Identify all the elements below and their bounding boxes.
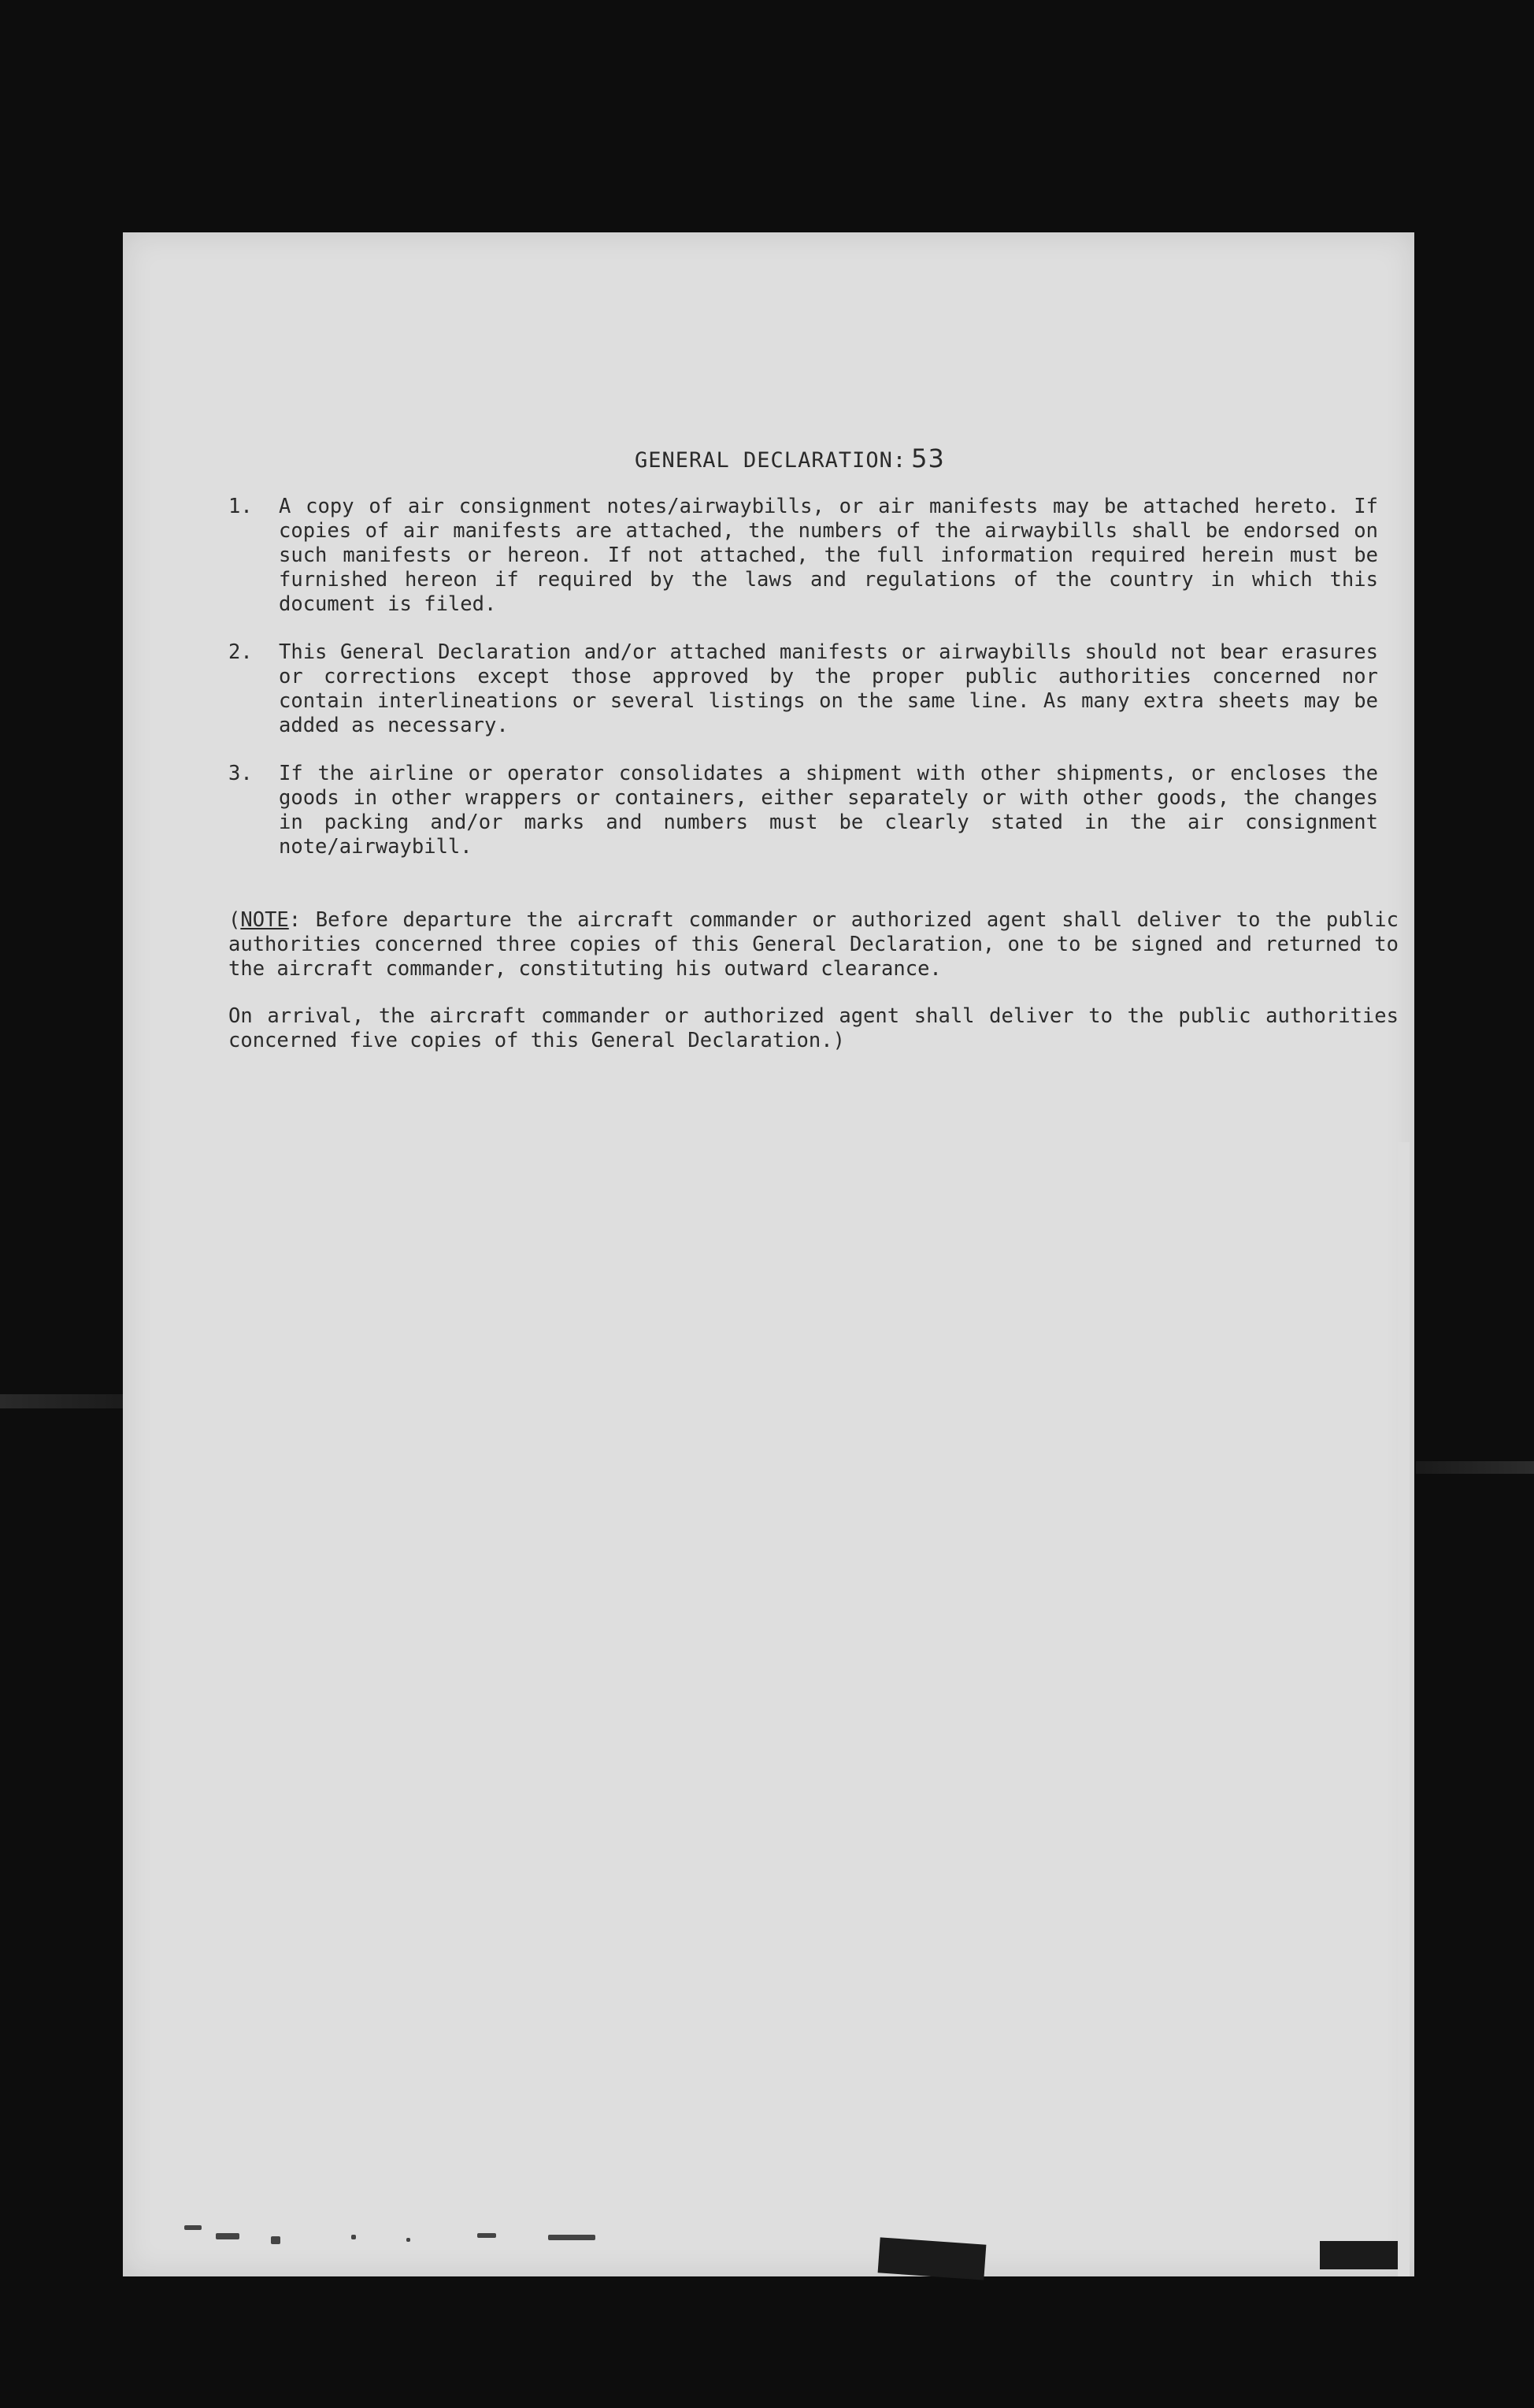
item-number: 2. <box>228 640 253 664</box>
note-arrival-text: On arrival, the aircraft commander or authorized agent shall deliver to the public authorities concerned five copies of this General Declaration.) <box>228 1004 1399 1052</box>
item-number: 3. <box>228 762 253 785</box>
scan-mark <box>477 2233 496 2238</box>
instruction-item-2 <box>228 640 1378 738</box>
tape-fragment <box>878 2237 987 2280</box>
item-text: This General Declaration and/or attached manifests or airwaybills should not bear erasures or corrections except those approved by the proper public authorities concerned nor contain interlineations or several listings on the same line. As many extra sheets may be added as necessary. <box>279 640 1378 737</box>
scan-mark <box>351 2235 356 2239</box>
item-text: A copy of air consignment notes/airwaybills, or air manifests may be attached hereto. If copies of air manifests are attached, the numbers of the airwaybills shall be endorsed on such manifests or hereon. If not attached, the full information required herein must be furnished hereon if required by the laws and regulations of the country in which this document is filed. <box>279 495 1378 616</box>
scan-edge-left <box>0 1394 134 1408</box>
document-title <box>635 443 945 473</box>
note-arrival <box>228 1004 1399 1053</box>
note-departure <box>228 908 1399 981</box>
item-text: If the airline or operator consolidates a shipment with other shipments, or encloses the goods in other wrappers or containers, either separately or with other goods, the changes in packing and/or marks and numbers must be clearly stated in the air consignment note/airwaybill. <box>279 762 1378 859</box>
scan-mark <box>548 2235 595 2240</box>
scan-mark <box>406 2238 410 2242</box>
item-number: 1. <box>228 495 253 518</box>
instruction-item-3 <box>228 762 1378 859</box>
scan-mark <box>216 2233 239 2239</box>
document-page <box>123 232 1414 2276</box>
paper-edge <box>1398 1142 1410 2276</box>
form-number: 53 <box>911 443 945 473</box>
note-label: NOTE <box>240 908 289 932</box>
document-heading: GENERAL DECLARATION: <box>635 448 907 473</box>
tape-fragment <box>1320 2241 1399 2269</box>
scan-edge-right <box>1416 1461 1534 1474</box>
note-open-paren: ( <box>228 908 241 932</box>
scan-mark <box>184 2225 202 2230</box>
scan-mark <box>271 2236 280 2244</box>
note-departure-text: : Before departure the aircraft commander or authorized agent shall deliver to the public authorities concerned three copies of this General Declaration, one to be signed and returned to the aircraft commander, constituting his outward clearance. <box>228 908 1399 981</box>
instruction-item-1 <box>228 495 1378 617</box>
